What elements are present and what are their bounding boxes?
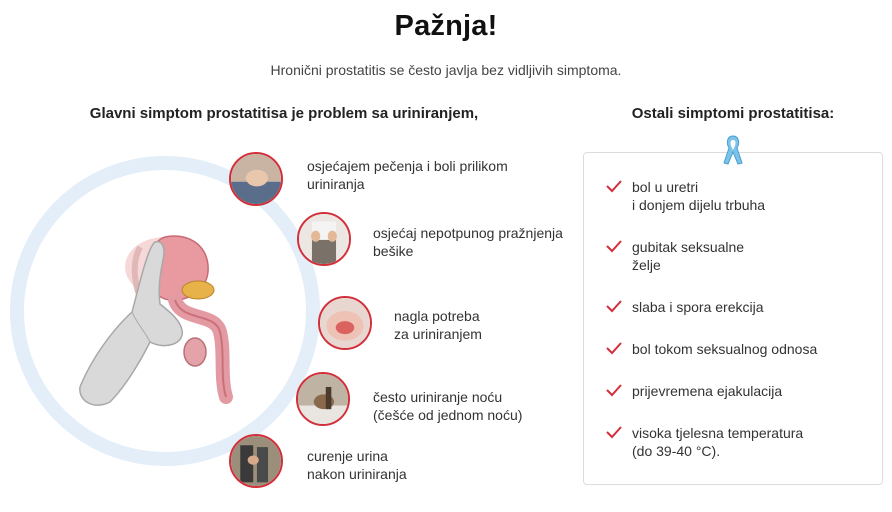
symptom-urgency-icon (318, 296, 372, 350)
page-subtitle: Hronični prostatitis se često javlja bez vidljivih simptoma. (270, 62, 622, 78)
symptom-dribbling-icon (229, 434, 283, 488)
symptom-nocturia-icon (296, 372, 350, 426)
symptom-dribbling-text: curenje urina nakon uriniranja (307, 448, 407, 482)
symptom-incomplete-emptying-icon (297, 212, 351, 266)
symptom-urgency-text: nagla potreba za uriniranjem (394, 308, 482, 342)
awareness-ribbon-icon (721, 134, 745, 166)
check-icon (606, 425, 622, 439)
check-icon (606, 239, 622, 253)
symptom-burning-icon (229, 152, 283, 206)
symptom-burning-text: osjećajem pečenja i boli prilikom uriniranja (307, 158, 508, 192)
check-icon (606, 299, 622, 313)
check-icon (606, 383, 622, 397)
other-symptoms-heading: Ostali simptomi prostatitisa: (631, 105, 835, 122)
check-icon (606, 341, 622, 355)
symptom-incomplete-emptying-text: osjećaj nepotpunog pražnjenja bešike (373, 225, 563, 259)
symptom-nocturia-text: često uriniranje noću (češće od jednom noću) (373, 389, 523, 423)
page-title: Pažnja! (394, 10, 498, 42)
main-symptom-heading: Glavni simptom prostatitisa je problem sa uriniranjem, (89, 105, 479, 122)
check-icon (606, 179, 622, 193)
prostate-illustration (70, 212, 260, 412)
